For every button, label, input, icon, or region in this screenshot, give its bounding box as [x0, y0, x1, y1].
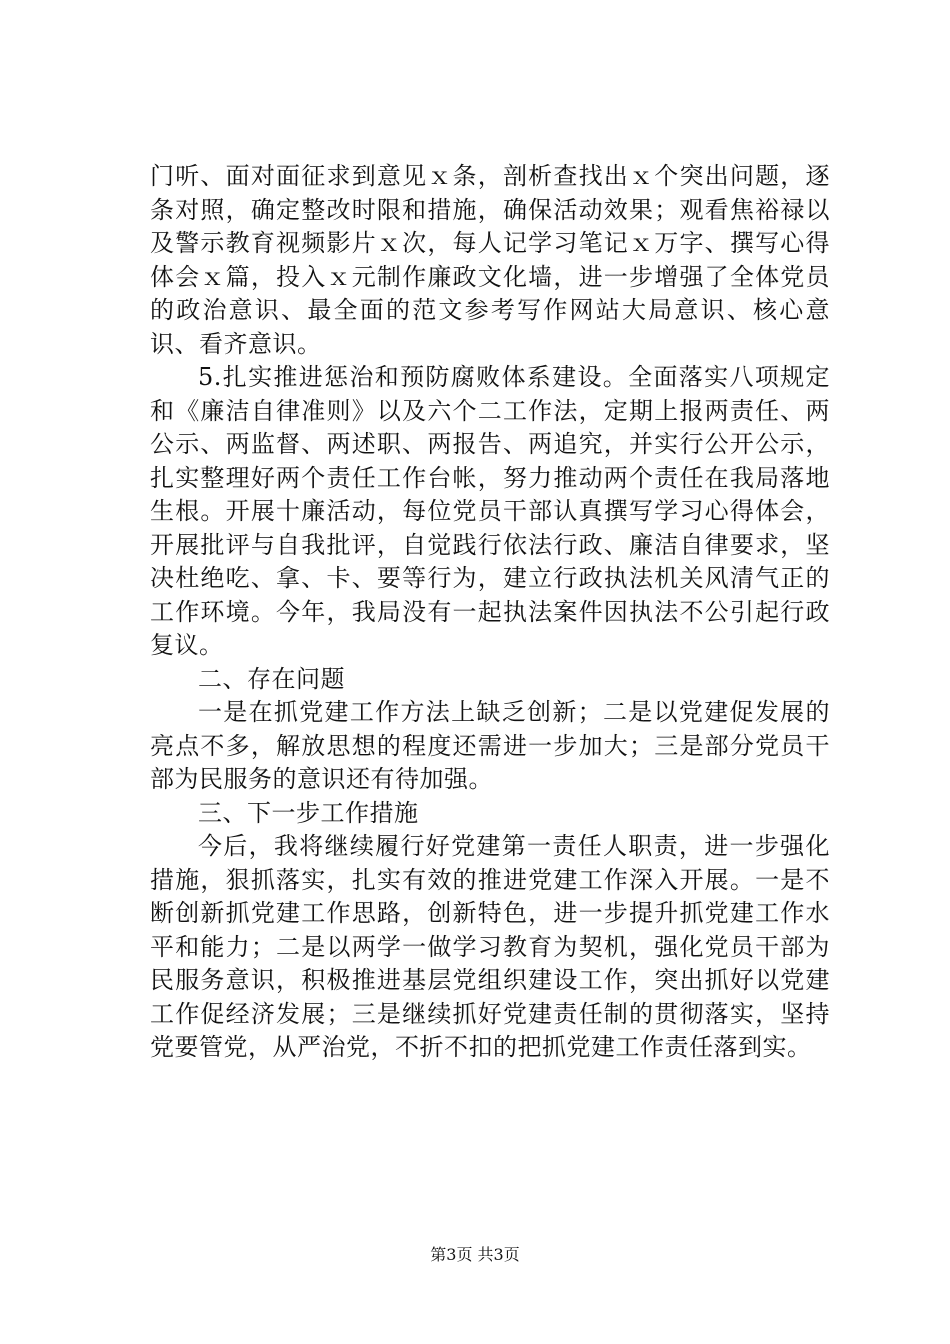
paragraph-next-steps: 今后，我将继续履行好党建第一责任人职责，进一步强化措施，狠抓落实，扎实有效的推进党建工作深入开展。一是不断创新抓党建工作思路，创新特色，进一步提升抓党建工作水平和能力；二是以两学一做学习教育为契机，强化党员干部为民服务意识，积极推进基层党组织建设工作，突出抓好以党建工作促经济发展；三是继续抓好党建责任制的贯彻落实，坚持党要管党，从严治党，不折不扣的把抓党建工作责任落到实。	[150, 832, 830, 1061]
paragraph-problems: 一是在抓党建工作方法上缺乏创新；二是以党建促发展的亮点不多，解放思想的程度还需进一步加大；三是部分党员干部为民服务的意识还有待加强。	[150, 698, 830, 793]
document-body	[150, 160, 830, 1065]
paragraph-item-5: 5.扎实推进惩治和预防腐败体系建设。全面落实八项规定和《廉洁自律准则》以及六个二工作法，定期上报两责任、两公示、两监督、两述职、两报告、两追究，并实行公开公示，扎实整理好两个责任工作台帐，努力推动两个责任在我局落地生根。开展十廉活动，每位党员干部认真撰写学习心得体会，开展批评与自我批评，自觉践行依法行政、廉洁自律要求，坚决杜绝吃、拿、卡、要等行为，建立行政执法机关风清气正的工作环境。今年，我局没有一起执法案件因执法不公引起行政复议。	[150, 363, 830, 659]
page-footer: 第3页 共3页	[430, 1245, 520, 1264]
section-heading-next-steps: 三、下一步工作措施	[198, 798, 419, 827]
paragraph-continuation: 门听、面对面征求到意见ｘ条，剖析查找出ｘ个突出问题，逐条对照，确定整改时限和措施，确保活动效果；观看焦裕禄以及警示教育视频影片ｘ次，每人记学习笔记ｘ万字、撰写心得体会ｘ篇，投入ｘ元制作廉政文化墙，进一步增强了全体党员的政治意识、最全面的范文参考写作网站大局意识、核心意识、看齐意识。	[150, 162, 830, 358]
section-heading-problems: 二、存在问题	[198, 664, 345, 693]
